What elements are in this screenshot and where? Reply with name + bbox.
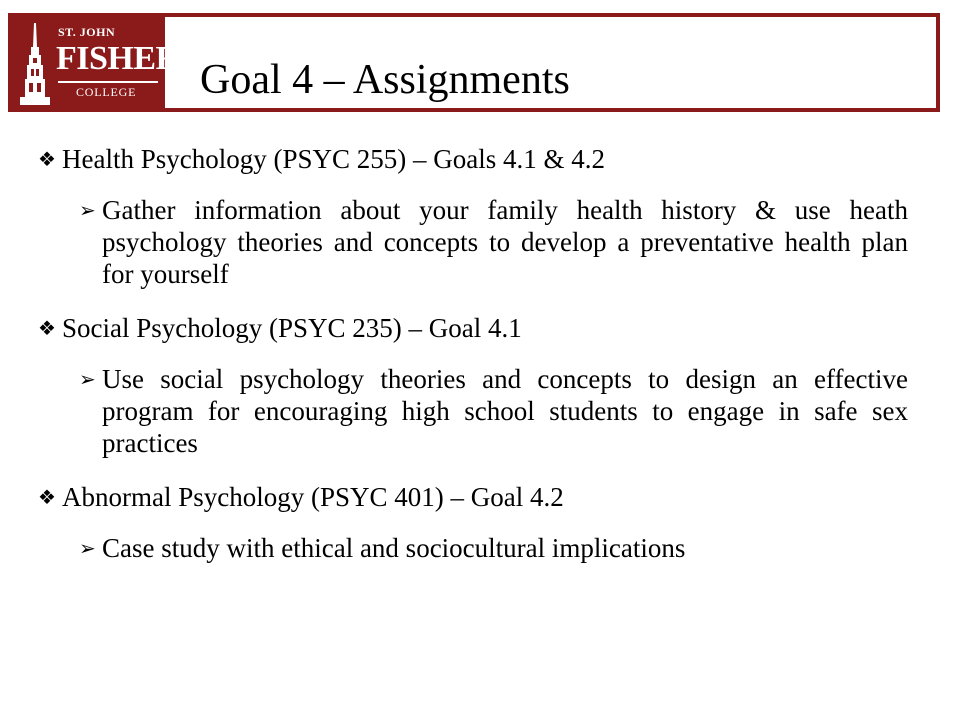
diamond-bullet-icon: ❖ <box>38 147 56 171</box>
slide-header <box>8 13 940 112</box>
arrow-bullet-icon: ➢ <box>79 367 96 391</box>
item-heading: Social Psychology (PSYC 235) – Goal 4.1 <box>62 313 522 343</box>
diamond-bullet-icon: ❖ <box>38 316 56 340</box>
logo-line-college: COLLEGE <box>76 85 137 99</box>
slide-title: Goal 4 – Assignments <box>200 57 570 103</box>
list-item-abnormal-psychology <box>38 481 928 513</box>
arrow-bullet-icon: ➢ <box>79 198 96 222</box>
list-item-health-psychology <box>38 143 928 175</box>
sub-item-text: Gather information about your family health history & use heath psychology theories and concepts to develop a preventative health plan for yourself <box>102 195 908 289</box>
slide-body <box>38 143 928 564</box>
logo-divider <box>58 81 158 83</box>
logo-line-fisher: FISHER <box>56 40 180 77</box>
sub-item-social-psychology <box>38 363 908 459</box>
sub-item-text: Case study with ethical and sociocultural implications <box>102 533 686 563</box>
sub-item-abnormal-psychology <box>38 532 908 564</box>
college-logo <box>12 17 180 108</box>
arrow-bullet-icon: ➢ <box>79 536 96 560</box>
list-item-social-psychology <box>38 312 928 344</box>
logo-line-st-john: ST. JOHN <box>58 25 116 39</box>
item-heading: Health Psychology (PSYC 255) – Goals 4.1 & 4.2 <box>62 144 605 174</box>
item-heading: Abnormal Psychology (PSYC 401) – Goal 4.2 <box>62 482 564 512</box>
sub-item-text: Use social psychology theories and concepts to design an effective program for encouraging high school students to engage in safe sex practices <box>102 364 908 458</box>
sub-item-health-psychology <box>38 194 908 290</box>
diamond-bullet-icon: ❖ <box>38 485 56 509</box>
